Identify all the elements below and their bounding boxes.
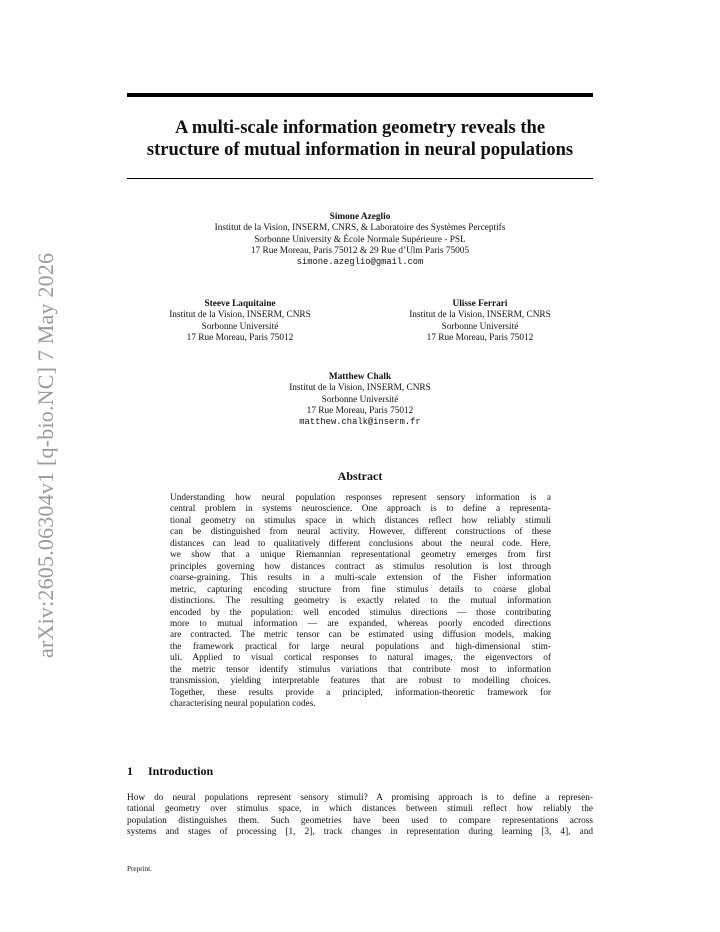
paper-title xyxy=(110,117,610,161)
abstract-line: we show that a unique Riemannian representational geometry emerges from first xyxy=(170,550,551,561)
author-name: Matthew Chalk xyxy=(328,372,392,382)
abstract-line: principles governing how distances contract as stimulus resolution is lost through xyxy=(170,561,551,572)
abstract-line: the metric tensor identify stimulus variations that contribute most to information xyxy=(170,664,551,675)
arxiv-identifier: arXiv:2605.06304v1 [q-bio.NC] 7 May 2026 xyxy=(33,252,58,658)
author-name: Steeve Laquitaine xyxy=(204,299,276,309)
abstract-line: are contracted. The metric tensor can be estimated using diffusion models, making xyxy=(170,630,551,641)
introduction-body xyxy=(127,793,593,839)
abstract-line: uli. Applied to visual cortical responses to natural images, the eigenvectors of xyxy=(170,653,551,664)
author-affiliation: Institut de la Vision, INSERM, CNRS, & Laboratoire des Systèmes Perceptifs xyxy=(214,223,506,234)
abstract-line: the framework practical for large neural populations and high-dimensional stim- xyxy=(170,641,551,652)
author-block-ferrari xyxy=(375,299,585,344)
author-affiliation: Institut de la Vision, INSERM, CNRS xyxy=(409,310,551,321)
preprint-footer: Preprint. xyxy=(127,865,152,873)
author-affiliation: Institut de la Vision, INSERM, CNRS xyxy=(169,310,311,321)
author-name: Simone Azeglio xyxy=(329,212,391,222)
abstract-line: Understanding how neural population responses represent sensory information is a xyxy=(170,493,551,503)
abstract-body xyxy=(170,493,551,711)
author-email[interactable]: simone.azeglio@gmail.com xyxy=(296,257,424,268)
author-affiliation: Institut de la Vision, INSERM, CNRS xyxy=(289,383,431,394)
section-number: 1 xyxy=(127,764,133,778)
author-affiliation: Sorbonne University & École Normale Supérieure - PSL xyxy=(254,234,466,245)
abstract-line: distances can lead to qualitatively different conclusions about the neural code. Here, xyxy=(170,538,551,549)
abstract-line: can be distinguished from neural activity. However, different constructions of these xyxy=(170,527,551,538)
section-title: Introduction xyxy=(148,764,214,778)
intro-line: systems and stages of processing [1, 2], track changes in representation during learning [3, 4], and xyxy=(127,827,593,838)
author-address: 17 Rue Moreau, Paris 75012 xyxy=(306,405,414,416)
title-top-rule xyxy=(127,93,593,97)
abstract-line: central problem in systems neuroscience. One approach is to define a representa- xyxy=(170,504,551,515)
intro-line: population distinguishes them. Such geometries have been used to compare representations across xyxy=(127,815,593,826)
author-name: Ulisse Ferrari xyxy=(452,299,508,309)
abstract-line: metric, capturing encoding structure from fine stimulus details to coarse global xyxy=(170,584,551,595)
abstract-line: Together, these results provide a principled, information-theoretic framework for xyxy=(170,687,551,698)
author-block-chalk xyxy=(230,372,490,428)
author-address: 17 Rue Moreau, Paris 75012 xyxy=(186,332,294,343)
author-address: 17 Rue Moreau, Paris 75012 xyxy=(426,332,534,343)
abstract-line: tional geometry on stimulus space in which distances reflect how reliably stimuli xyxy=(170,515,551,526)
title-bottom-rule xyxy=(127,178,593,179)
author-affiliation: Sorbonne Université xyxy=(201,321,279,332)
author-address: 17 Rue Moreau, Paris 75012 & 29 Rue d’Ulm Paris 75005 xyxy=(250,245,470,256)
abstract-line: distinctions. The resulting geometry is exactly related to the mutual information xyxy=(170,596,551,607)
author-block-laquitaine xyxy=(135,299,345,344)
section-heading-introduction xyxy=(127,764,213,779)
abstract-line: characterising neural population codes. xyxy=(170,699,316,710)
author-affiliation: Sorbonne Université xyxy=(441,321,519,332)
abstract-line: more to mutual information — are expanded, whereas poorly encoded directions xyxy=(170,618,551,629)
intro-line: How do neural populations represent sensory stimuli? A promising approach is to define a represen- xyxy=(127,793,593,803)
author-email[interactable]: matthew.chalk@inserm.fr xyxy=(299,417,421,428)
title-line: structure of mutual information in neural populations xyxy=(146,140,574,160)
author-affiliation: Sorbonne Université xyxy=(321,394,399,405)
abstract-heading: Abstract xyxy=(337,469,383,483)
intro-line: tational geometry over stimulus space, in which distances between stimuli reflect how reliably the xyxy=(127,804,593,815)
abstract-line: coarse-graining. This results in a multi-scale extension of the Fisher information xyxy=(170,573,551,584)
abstract-line: transmission, yielding interpretable features that are robust to modelling choices. xyxy=(170,676,551,687)
author-block-azeglio xyxy=(130,212,590,268)
abstract-line: encoded by the population: well encoded stimulus directions — those contributing xyxy=(170,607,551,618)
title-line: A multi-scale information geometry reveals the xyxy=(174,118,546,138)
